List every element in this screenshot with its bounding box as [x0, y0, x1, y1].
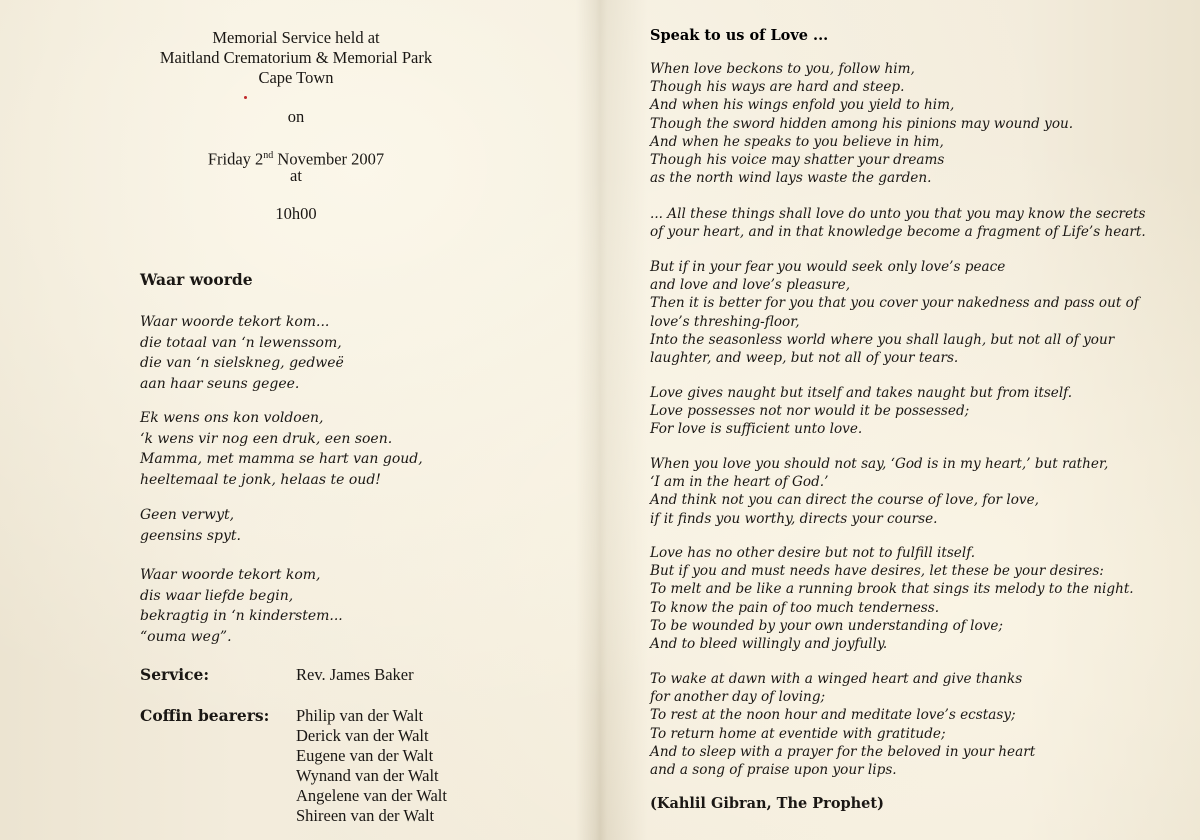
bearer-name: Shireen van der Walt	[296, 806, 435, 825]
reading-line: To melt and be like a running brook that sings its melody to the night.	[650, 581, 1134, 598]
bearer-name: Wynand van der Walt	[296, 766, 439, 785]
reading-line: Then it is better for you that you cover your nakedness and pass out of	[650, 295, 1139, 312]
poem-line: die van ‘n sielskneg, gedweë	[140, 355, 344, 371]
poem-line: geensins spyt.	[140, 527, 241, 544]
venue-name: Maitland Crematorium & Memorial Park	[159, 48, 433, 67]
reading-stanza-4	[650, 384, 1072, 439]
reading-attribution: (Kahlil Gibran, The Prophet)	[650, 795, 884, 812]
reading-line: To rest at the noon hour and meditate love’s ecstasy;	[650, 707, 1016, 724]
reading-line: Though his voice may shatter your dreams	[650, 152, 945, 169]
reading-line: Into the seasonless world where you shall laugh, but not all of your	[650, 331, 1115, 348]
reading-line: For love is sufficient unto love.	[650, 421, 863, 438]
reading-line: To know the pain of too much tenderness.	[650, 599, 940, 616]
reading-line: And think not you can direct the course of love, for love,	[650, 492, 1039, 509]
poem-line: Geen verwyt,	[140, 507, 235, 523]
service-time: 10h00	[275, 204, 317, 223]
service-label: Service:	[140, 665, 210, 684]
bearer-name: Angelene van der Walt	[296, 786, 447, 805]
service-heading-line: Memorial Service held at	[212, 28, 380, 47]
poem-line: dis waar liefde begin,	[140, 587, 294, 604]
reading-line: Love possesses not nor would it be possessed;	[650, 403, 970, 420]
reading-line: And when his wings enfold you yield to him,	[650, 97, 955, 114]
coffin-bearers-label: Coffin bearers:	[140, 706, 270, 725]
poem-line: “ouma weg”.	[140, 628, 232, 645]
reading-line: To return home at eventide with gratitude;	[650, 725, 946, 742]
reading-line: And when he speaks to you believe in him,	[650, 133, 944, 150]
reading-line: When love beckons to you, follow him,	[650, 61, 915, 77]
reading-line: But if you and must needs have desires, let these be your desires:	[650, 563, 1104, 580]
reading-line: ‘I am in the heart of God.’	[650, 474, 829, 491]
venue-city: Cape Town	[258, 68, 334, 87]
reading-title: Speak to us of Love ...	[650, 27, 829, 44]
service-officiant: Rev. James Baker	[296, 665, 414, 684]
reading-stanza-7	[650, 670, 1035, 779]
reading-line: if it finds you worthy, directs your course.	[650, 510, 938, 527]
poem-line: bekragtig in ‘n kinderstem...	[140, 608, 343, 624]
poem-line: heeltemaal te jonk, helaas te oud!	[140, 471, 381, 488]
poem-line: Ek wens ons kon voldoen,	[140, 410, 324, 426]
reading-line: And to sleep with a prayer for the beloved in your heart	[650, 743, 1036, 760]
reading-stanza-5	[650, 455, 1108, 528]
reading-line: Though his ways are hard and steep.	[650, 79, 905, 96]
reading-line: Though the sword hidden among his pinions may wound you.	[650, 115, 1074, 132]
reading-line: as the north wind lays waste the garden.	[650, 170, 932, 187]
poem-line: ‘k wens vir nog een druk, een soen.	[140, 430, 393, 447]
bearer-name: Eugene van der Walt	[296, 746, 434, 765]
reading-line: To wake at dawn with a winged heart and give thanks	[650, 671, 1023, 687]
reading-line: ... All these things shall love do unto you that you may know the secrets	[650, 206, 1146, 222]
reading-line: love’s threshing-floor,	[650, 313, 800, 330]
reading-line: and a song of praise upon your lips.	[650, 762, 897, 779]
reading-stanza-2	[650, 205, 1146, 241]
reading-line: and love and love’s pleasure,	[650, 277, 851, 294]
poem-line: aan haar seuns gegee.	[140, 375, 300, 392]
reading-line: And to bleed willingly and joyfully.	[650, 636, 888, 653]
poem-title: Waar woorde	[140, 270, 253, 289]
reading-line: Love gives naught but itself and takes naught but from itself.	[650, 385, 1073, 401]
poem-line: Waar woorde tekort kom,	[140, 567, 321, 583]
bearer-name: Philip van der Walt	[296, 706, 424, 725]
reading-stanza-1	[650, 60, 1073, 187]
reading-line: laughter, and weep, but not all of your tears.	[650, 350, 959, 367]
reading-line: for another day of loving;	[650, 689, 826, 706]
service-date: Friday 2nd November 2007	[207, 149, 385, 169]
reading-line: To be wounded by your own understanding of love;	[650, 617, 1003, 634]
poem-line: Mamma, met mamma se hart van goud,	[140, 451, 423, 467]
reading-line: But if in your fear you would seek only love’s peace	[650, 259, 1006, 275]
reading-line: Love has no other desire but not to fulfill itself.	[650, 545, 976, 561]
poem-line: die totaal van ‘n lewenssom,	[140, 334, 342, 351]
poem-line: Waar woorde tekort kom...	[140, 314, 330, 330]
reading-line: When you love you should not say, ‘God is in my heart,’ but rather,	[650, 456, 1109, 472]
reading-stanza-3	[650, 258, 1139, 367]
at-text: at	[290, 166, 302, 185]
reading-stanza-6	[650, 544, 1134, 653]
on-text: on	[287, 107, 305, 126]
reading-line: of your heart, and in that knowledge become a fragment of Life’s heart.	[650, 224, 1146, 241]
bearer-name: Derick van der Walt	[296, 726, 429, 745]
